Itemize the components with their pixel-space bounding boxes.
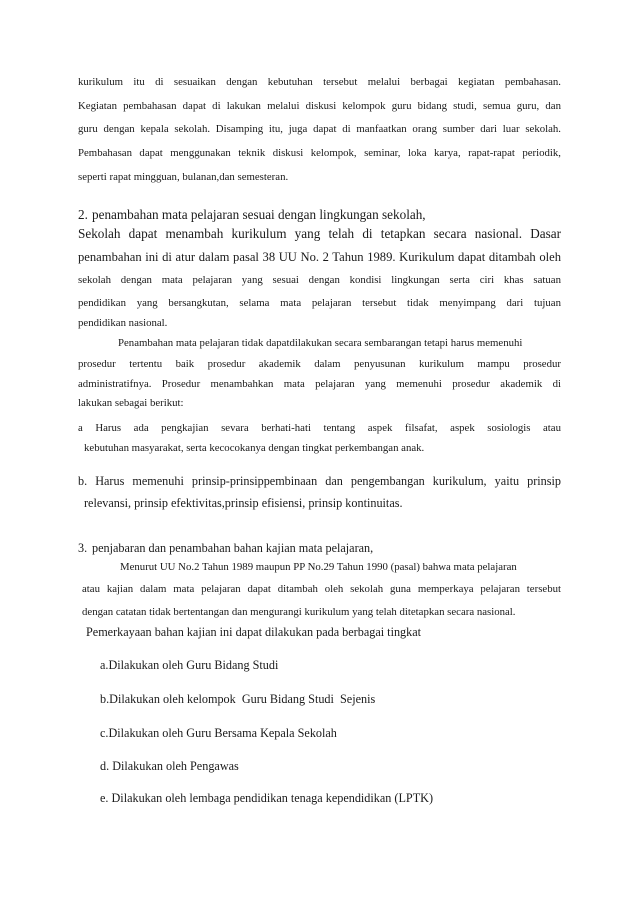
section-2-line: Sekolah dapat menambah kurikulum yang telah di tetapkan secara nasional. Dasar bbox=[78, 226, 561, 241]
section-2-para-2-line: prosedur tertentu baik prosedur akademik dalam penyusunan kurikulum mampu prosedur bbox=[78, 358, 561, 370]
list-item: b.Dilakukan oleh kelompok Guru Bidang Studi Sejenis bbox=[100, 692, 376, 706]
section-2-line: pendidikan nasional. bbox=[78, 317, 168, 329]
section-2-para-2-line: lakukan sebagai berikut: bbox=[78, 397, 184, 409]
section-3-heading: penjabaran dan penambahan bahan kajian mata pelajaran, bbox=[92, 541, 374, 555]
section-2-line: pendidikan yang bersangkutan, selama mata pelajaran tersebut tidak menyimpang dari tujuan bbox=[78, 297, 561, 309]
paragraph-1-line: Pembahasan dapat menggunakan teknik diskusi kelompok, seminar, loka karya, rapat-rapat periodik, bbox=[78, 147, 561, 159]
section-2-heading: penambahan mata pelajaran sesuai dengan lingkungan sekolah, bbox=[92, 207, 426, 222]
item-b-line: relevansi, prinsip efektivitas,prinsip efisiensi, prinsip kontinuitas. bbox=[84, 496, 403, 510]
list-item: e. Dilakukan oleh lembaga pendidikan tenaga kependidikan (LPTK) bbox=[100, 791, 434, 805]
section-3-intro: Pemerkayaan bahan kajian ini dapat dilakukan pada berbagai tingkat bbox=[86, 625, 422, 639]
list-item: a.Dilakukan oleh Guru Bidang Studi bbox=[100, 658, 279, 672]
paragraph-1-line: Kegiatan pembahasan dapat di lakukan melalui diskusi kelompok guru bidang studi, semua guru, dan bbox=[78, 100, 561, 112]
item-a-line: a Harus ada pengkajian sevara berhati-hati tentang aspek filsafat, aspek sosiologis atau bbox=[78, 422, 561, 434]
section-2-para-2-line: Penambahan mata pelajaran tidak dapatdilakukan secara sembarangan tetapi harus memenuhi bbox=[118, 337, 523, 349]
paragraph-1-line: guru dengan kepala sekolah. Disamping itu, juga dapat di manfaatkan orang sumber dari luar sekolah. bbox=[78, 123, 561, 135]
paragraph-1-line: kurikulum itu di sesuaikan dengan kebutuhan tersebut melalui berbagai kegiatan pembahasan. bbox=[78, 76, 561, 88]
section-2-number: 2. bbox=[78, 207, 88, 222]
section-3-line: atau kajian dalam mata pelajaran dapat ditambah oleh sekolah guna memperkaya pelajaran tersebut bbox=[82, 583, 561, 595]
item-a-line: kebutuhan masyarakat, serta kecocokanya dengan tingkat perkembangan anak. bbox=[84, 442, 425, 454]
section-2-line: sekolah dengan mata pelajaran yang sesuai dengan kondisi lingkungan serta ciri khas satuan bbox=[78, 274, 561, 286]
section-2-para-2-line: administratifnya. Prosedur menambahkan mata pelajaran yang memenuhi prosedur akademik di bbox=[78, 378, 561, 390]
section-3-number: 3. bbox=[78, 541, 88, 555]
item-b-line: b. Harus memenuhi prinsip-prinsippembinaan dan pengembangan kurikulum, yaitu prinsip bbox=[78, 474, 561, 488]
section-2-line: penambahan ini di atur dalam pasal 38 UU No. 2 Tahun 1989. Kurikulum dapat ditambah oleh bbox=[78, 250, 561, 264]
section-3-line: Menurut UU No.2 Tahun 1989 maupun PP No.29 Tahun 1990 (pasal) bahwa mata pelajaran bbox=[120, 561, 517, 573]
section-3-line: dengan catatan tidak bertentangan dan mengurangi kurikulum yang telah ditetapkan secara nasional. bbox=[82, 606, 516, 618]
list-item: c.Dilakukan oleh Guru Bersama Kepala Sekolah bbox=[100, 726, 337, 740]
list-item: d. Dilakukan oleh Pengawas bbox=[100, 759, 239, 773]
paragraph-1-line: seperti rapat mingguan, bulanan,dan semesteran. bbox=[78, 171, 289, 183]
